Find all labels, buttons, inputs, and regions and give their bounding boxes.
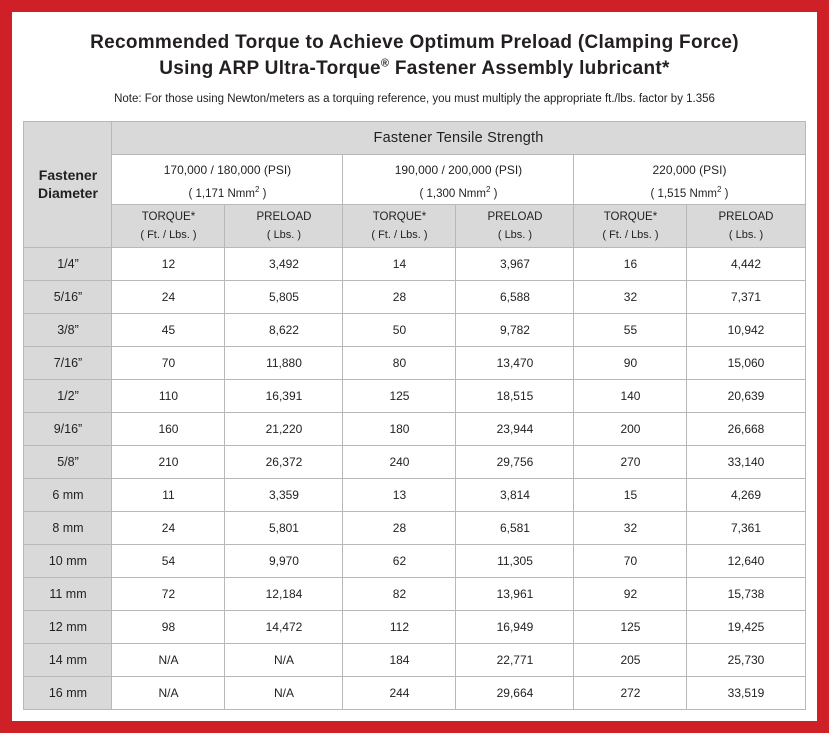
fastener-tensile-strength-header: Fastener Tensile Strength: [112, 122, 805, 155]
row-diameter-label: 9/16”: [24, 412, 112, 445]
cell-torque-1: 24: [112, 511, 225, 544]
column-header-preload-1: PRELOAD ( Lbs. ): [225, 205, 343, 248]
cell-preload-3: 19,425: [687, 610, 805, 643]
cell-preload-3: 25,730: [687, 643, 805, 676]
cell-torque-3: 200: [574, 412, 687, 445]
document-page: [12, 12, 817, 721]
cell-preload-3: 7,371: [687, 280, 805, 313]
table-row: [24, 412, 805, 445]
cell-preload-3: 10,942: [687, 313, 805, 346]
cell-torque-3: 70: [574, 544, 687, 577]
cell-torque-1: 110: [112, 379, 225, 412]
cell-torque-1: 24: [112, 280, 225, 313]
cell-preload-3: 15,060: [687, 346, 805, 379]
table-row: [24, 511, 805, 544]
cell-preload-2: 29,664: [456, 676, 574, 709]
cell-torque-2: 28: [343, 511, 456, 544]
cell-torque-2: 180: [343, 412, 456, 445]
cell-preload-2: 3,967: [456, 247, 574, 280]
cell-torque-1: N/A: [112, 676, 225, 709]
row-diameter-label: 1/4”: [24, 247, 112, 280]
cell-torque-1: 54: [112, 544, 225, 577]
cell-preload-2: 13,470: [456, 346, 574, 379]
cell-torque-1: 72: [112, 577, 225, 610]
cell-torque-3: 90: [574, 346, 687, 379]
cell-torque-2: 125: [343, 379, 456, 412]
cell-torque-1: 12: [112, 247, 225, 280]
row-diameter-label: 16 mm: [24, 676, 112, 709]
row-diameter-label: 7/16”: [24, 346, 112, 379]
cell-preload-1: 8,622: [225, 313, 343, 346]
cell-torque-3: 140: [574, 379, 687, 412]
strength-group-2-psi: 190,000 / 200,000 (PSI): [394, 163, 523, 178]
document-header: [12, 12, 817, 113]
cell-preload-1: 14,472: [225, 610, 343, 643]
column-header-preload-3: PRELOAD ( Lbs. ): [687, 205, 805, 248]
cell-torque-3: 15: [574, 478, 687, 511]
row-diameter-label: 12 mm: [24, 610, 112, 643]
cell-preload-2: 11,305: [456, 544, 574, 577]
cell-preload-2: 9,782: [456, 313, 574, 346]
strength-group-3: [574, 155, 805, 205]
cell-preload-1: N/A: [225, 643, 343, 676]
cell-torque-3: 272: [574, 676, 687, 709]
cell-torque-3: 32: [574, 511, 687, 544]
cell-preload-3: 4,269: [687, 478, 805, 511]
column-header-torque-2: TORQUE* ( Ft. / Lbs. ): [343, 205, 456, 248]
cell-preload-3: 12,640: [687, 544, 805, 577]
cell-preload-2: 3,814: [456, 478, 574, 511]
cell-torque-2: 14: [343, 247, 456, 280]
cell-torque-3: 92: [574, 577, 687, 610]
cell-preload-1: 9,970: [225, 544, 343, 577]
cell-preload-2: 6,581: [456, 511, 574, 544]
cell-torque-2: 13: [343, 478, 456, 511]
table-header-row-strengths: [24, 155, 805, 205]
strength-group-2: [343, 155, 574, 205]
cell-torque-1: 70: [112, 346, 225, 379]
cell-torque-1: 210: [112, 445, 225, 478]
table-header-row-group: [24, 122, 805, 155]
cell-torque-1: 11: [112, 478, 225, 511]
row-diameter-label: 14 mm: [24, 643, 112, 676]
strength-group-3-psi: 220,000 (PSI): [652, 163, 727, 178]
cell-torque-3: 270: [574, 445, 687, 478]
torque-preload-table: [23, 121, 805, 710]
strength-group-1: [112, 155, 343, 205]
cell-preload-1: 3,492: [225, 247, 343, 280]
conversion-note: Note: For those using Newton/meters as a torquing reference, you must multiply the appropriate ft./lbs. factor by 1.356: [114, 93, 715, 106]
fastener-diameter-header: [24, 122, 112, 248]
table-row: [24, 478, 805, 511]
cell-preload-2: 23,944: [456, 412, 574, 445]
cell-torque-1: 45: [112, 313, 225, 346]
diameter-header-line-1: Fastener: [38, 167, 98, 184]
cell-preload-1: 12,184: [225, 577, 343, 610]
cell-torque-3: 55: [574, 313, 687, 346]
cell-preload-3: 20,639: [687, 379, 805, 412]
cell-preload-1: N/A: [225, 676, 343, 709]
title-line-2-pre: Using ARP Ultra-Torque: [159, 57, 381, 79]
cell-preload-1: 16,391: [225, 379, 343, 412]
cell-preload-2: 29,756: [456, 445, 574, 478]
cell-preload-3: 33,519: [687, 676, 805, 709]
cell-torque-3: 125: [574, 610, 687, 643]
cell-torque-3: 16: [574, 247, 687, 280]
row-diameter-label: 1/2”: [24, 379, 112, 412]
title-line-1: Recommended Torque to Achieve Optimum Preload (Clamping Force): [90, 32, 739, 53]
cell-torque-2: 62: [343, 544, 456, 577]
cell-preload-2: 22,771: [456, 643, 574, 676]
cell-preload-1: 3,359: [225, 478, 343, 511]
cell-torque-1: N/A: [112, 643, 225, 676]
cell-torque-2: 50: [343, 313, 456, 346]
cell-torque-3: 32: [574, 280, 687, 313]
table-row: [24, 379, 805, 412]
table-row: [24, 313, 805, 346]
cell-preload-2: 18,515: [456, 379, 574, 412]
table-row: [24, 577, 805, 610]
cell-preload-2: 6,588: [456, 280, 574, 313]
cell-preload-3: 26,668: [687, 412, 805, 445]
cell-preload-1: 11,880: [225, 346, 343, 379]
table-row: [24, 544, 805, 577]
cell-preload-3: 7,361: [687, 511, 805, 544]
row-diameter-label: 3/8”: [24, 313, 112, 346]
title-line-2-post: Fastener Assembly lubricant*: [389, 57, 670, 79]
column-header-torque-1: TORQUE* ( Ft. / Lbs. ): [112, 205, 225, 248]
cell-preload-3: 4,442: [687, 247, 805, 280]
cell-torque-2: 28: [343, 280, 456, 313]
cell-preload-1: 5,801: [225, 511, 343, 544]
registered-trademark-symbol: ®: [380, 57, 390, 70]
page-title: [26, 30, 803, 81]
table-header-row-columns: [24, 205, 805, 248]
cell-torque-2: 184: [343, 643, 456, 676]
row-diameter-label: 6 mm: [24, 478, 112, 511]
diameter-header-line-2: Diameter: [38, 184, 98, 201]
cell-preload-1: 26,372: [225, 445, 343, 478]
table-row: [24, 610, 805, 643]
column-header-torque-3: TORQUE* ( Ft. / Lbs. ): [574, 205, 687, 248]
cell-preload-2: 13,961: [456, 577, 574, 610]
strength-group-1-nmm: ( 1,171 Nmm$^2$ ): [188, 185, 267, 201]
cell-torque-2: 82: [343, 577, 456, 610]
row-diameter-label: 5/16”: [24, 280, 112, 313]
table-row: [24, 280, 805, 313]
cell-torque-2: 244: [343, 676, 456, 709]
cell-torque-3: 205: [574, 643, 687, 676]
cell-torque-2: 80: [343, 346, 456, 379]
row-diameter-label: 10 mm: [24, 544, 112, 577]
strength-group-1-psi: 170,000 / 180,000 (PSI): [163, 163, 292, 178]
cell-preload-2: 16,949: [456, 610, 574, 643]
table-row: [24, 445, 805, 478]
row-diameter-label: 8 mm: [24, 511, 112, 544]
cell-preload-1: 21,220: [225, 412, 343, 445]
row-diameter-label: 11 mm: [24, 577, 112, 610]
table-row: [24, 643, 805, 676]
cell-torque-1: 160: [112, 412, 225, 445]
cell-torque-2: 240: [343, 445, 456, 478]
cell-preload-1: 5,805: [225, 280, 343, 313]
table-row: [24, 346, 805, 379]
cell-preload-3: 15,738: [687, 577, 805, 610]
table-row: [24, 247, 805, 280]
row-diameter-label: 5/8”: [24, 445, 112, 478]
table-body: [24, 247, 805, 709]
strength-group-2-nmm: ( 1,300 Nmm$^2$ ): [419, 185, 498, 201]
cell-preload-3: 33,140: [687, 445, 805, 478]
cell-torque-1: 98: [112, 610, 225, 643]
cell-torque-2: 112: [343, 610, 456, 643]
column-header-preload-2: PRELOAD ( Lbs. ): [456, 205, 574, 248]
strength-group-3-nmm: ( 1,515 Nmm$^2$ ): [650, 185, 729, 201]
table-row: [24, 676, 805, 709]
